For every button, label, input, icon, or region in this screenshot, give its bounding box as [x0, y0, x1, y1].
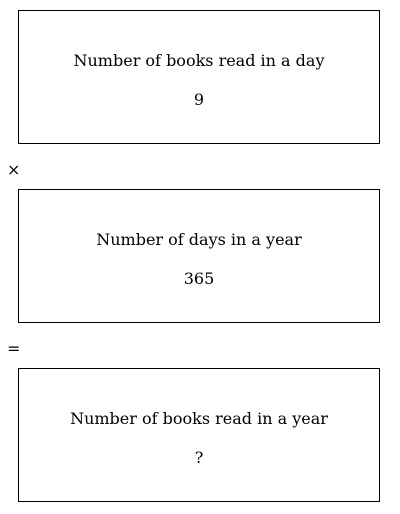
- days-per-year-value: 365: [183, 269, 215, 288]
- books-per-year-label: Number of books read in a year: [70, 409, 328, 428]
- books-per-day-value: 9: [193, 90, 205, 109]
- books-per-year-value: ?: [194, 448, 204, 467]
- days-per-year-box: [18, 189, 380, 323]
- books-per-year-box: [18, 368, 380, 502]
- multiply-operator: ×: [7, 160, 21, 179]
- equals-operator: =: [7, 339, 21, 358]
- books-per-day-box: [18, 10, 380, 144]
- books-per-day-label: Number of books read in a day: [73, 51, 325, 70]
- days-per-year-label: Number of days in a year: [96, 230, 302, 249]
